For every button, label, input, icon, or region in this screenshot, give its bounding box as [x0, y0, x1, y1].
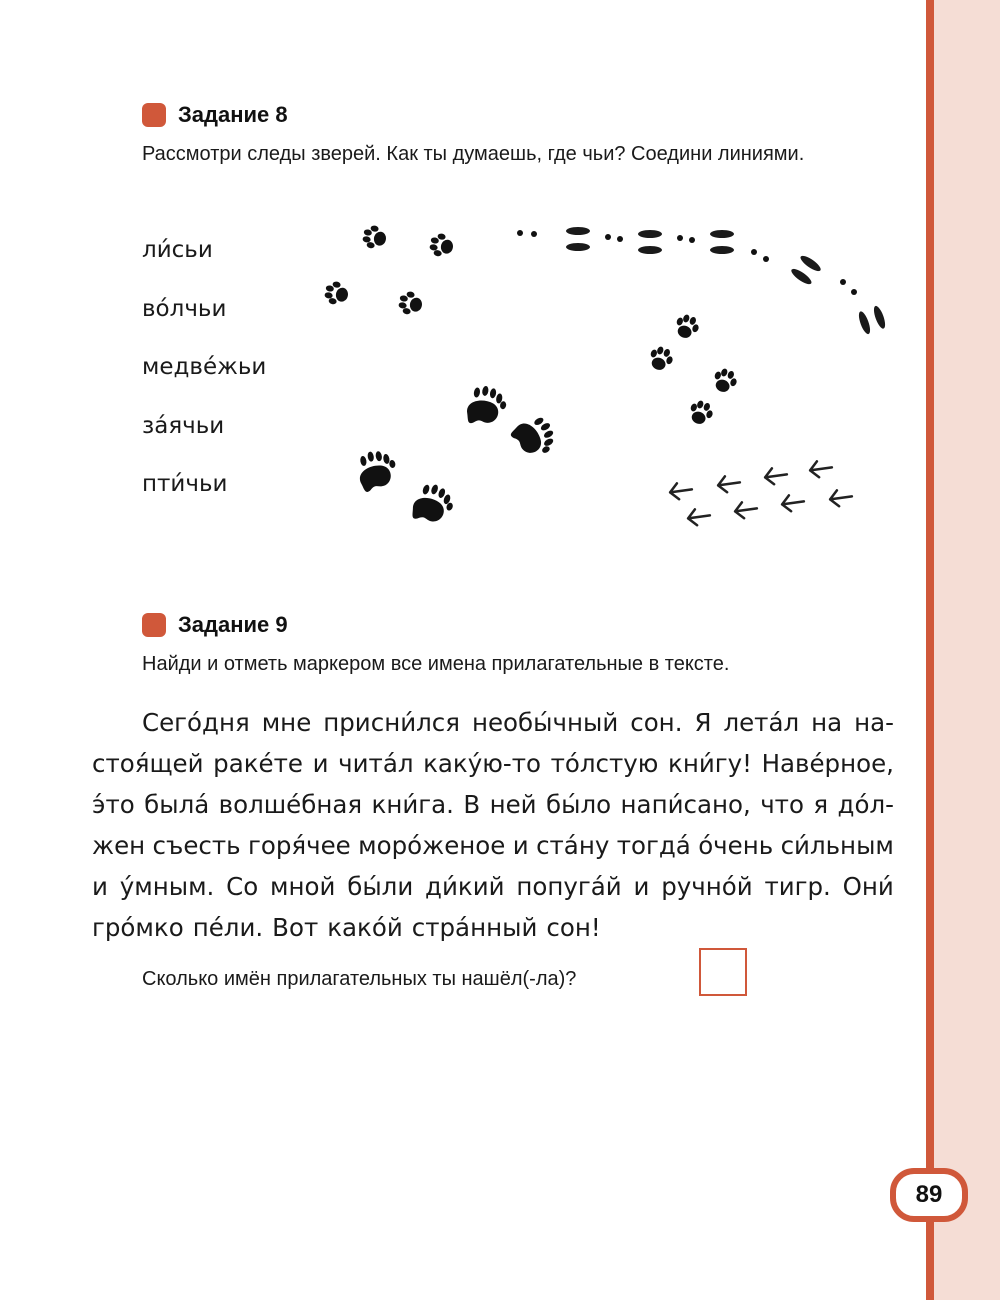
story-line [92, 743, 894, 784]
story-word[interactable]: Я [694, 708, 712, 737]
story-word[interactable]: то́лстую [550, 749, 659, 778]
story-word[interactable]: я [813, 790, 829, 819]
story-word[interactable]: тигр. [764, 872, 831, 901]
story-word[interactable]: и [633, 872, 650, 901]
story-word[interactable]: и [92, 872, 108, 901]
animal-word-list [142, 232, 266, 525]
story-word[interactable]: на [811, 708, 843, 737]
story-word[interactable]: ди́кий [425, 872, 505, 901]
story-word[interactable]: съесть [152, 831, 241, 860]
story-word[interactable]: мной [270, 872, 336, 901]
word-wolf[interactable]: во́лчьи [142, 295, 227, 322]
hare-tracks [517, 227, 887, 335]
task8-heading [142, 102, 288, 128]
story-word[interactable]: тогда́ [616, 831, 691, 860]
fox-tracks [323, 224, 455, 317]
story-word[interactable]: на- [854, 708, 894, 737]
story-word[interactable]: стоя́щей [92, 749, 204, 778]
story-word[interactable]: о́чень [698, 831, 774, 860]
adjective-count-question: Сколько имён прилагательных ты нашёл(-ла)? [142, 968, 577, 990]
task-marker-icon [142, 103, 166, 127]
story-line [92, 784, 894, 825]
story-word[interactable]: ней [489, 790, 537, 819]
bear-tracks [355, 383, 561, 529]
story-word[interactable]: Со [226, 872, 259, 901]
story-word[interactable]: моро́женое [358, 831, 506, 860]
story-line [92, 825, 894, 866]
story-word[interactable]: мне [261, 708, 312, 737]
story-line [92, 907, 894, 948]
animal-tracks-illustration [300, 200, 910, 580]
story-line [92, 702, 894, 743]
story-word[interactable]: си́льным [780, 831, 894, 860]
page-number: 89 [890, 1168, 968, 1222]
story-word[interactable]: попуга́й [516, 872, 622, 901]
word-bird[interactable]: пти́чьи [142, 471, 228, 497]
task9-title: Задание 9 [178, 612, 288, 637]
story-word[interactable]: волше́бная [218, 790, 363, 819]
story-word[interactable]: у́мным. [119, 872, 215, 901]
story-word[interactable]: присни́лся [323, 708, 461, 737]
task8-instruction: Рассмотри следы зверей. Как ты думаешь, где чьи? Соедини линиями. [142, 143, 805, 165]
story-word[interactable]: чита́л [338, 749, 414, 778]
story-word[interactable]: лета́л [723, 708, 800, 737]
story-word[interactable]: ручно́й [661, 872, 753, 901]
story-word[interactable]: како́й [327, 913, 403, 942]
story-word[interactable]: и [512, 831, 529, 860]
story-text[interactable] [92, 702, 894, 948]
story-word[interactable]: сон! [546, 913, 601, 942]
story-word[interactable]: кни́га. [371, 790, 454, 819]
bird-tracks [669, 459, 853, 526]
task9-instruction: Найди и отметь маркером все имена прилагательные в тексте. [142, 653, 730, 675]
task8-title: Задание 8 [178, 102, 288, 127]
task-marker-icon [142, 613, 166, 637]
answer-box[interactable] [699, 948, 747, 996]
story-word[interactable]: бы́ли [347, 872, 414, 901]
story-word[interactable]: В [463, 790, 481, 819]
story-word[interactable]: жен [92, 831, 146, 860]
story-word[interactable]: напи́сано, [620, 790, 751, 819]
story-word[interactable]: Наве́рное, [761, 749, 894, 778]
story-word[interactable]: горя́чее [247, 831, 351, 860]
story-word[interactable]: необы́чный [471, 708, 619, 737]
story-word[interactable]: пе́ли. [192, 913, 264, 942]
story-word[interactable]: сон. [630, 708, 683, 737]
page-margin-band [934, 0, 1000, 1300]
story-word[interactable]: была́ [144, 790, 210, 819]
word-fox[interactable]: ли́сьи [142, 237, 213, 263]
story-word[interactable]: э́то [92, 790, 135, 819]
story-word[interactable]: что [760, 790, 804, 819]
story-word[interactable]: до́л- [837, 790, 894, 819]
story-word[interactable]: бы́ло [546, 790, 612, 819]
story-word[interactable]: Вот [272, 913, 319, 942]
story-word[interactable]: ста́ну [536, 831, 610, 860]
story-word[interactable]: кни́гу! [668, 749, 752, 778]
wolf-tracks [646, 312, 739, 427]
page-margin-line [926, 0, 934, 1300]
word-hare[interactable]: за́ячьи [142, 412, 225, 439]
story-word[interactable]: стра́нный [411, 913, 538, 942]
story-word[interactable]: Сего́дня [142, 708, 250, 737]
story-word[interactable]: и [312, 749, 329, 778]
word-bear[interactable]: медве́жьи [142, 354, 267, 380]
story-line [92, 866, 894, 907]
task9-heading [142, 612, 288, 638]
story-word[interactable]: Они́ [842, 872, 894, 901]
story-word[interactable]: каку́ю-то [423, 749, 541, 778]
story-word[interactable]: гро́мко [92, 913, 184, 942]
story-word[interactable]: раке́те [213, 749, 303, 778]
